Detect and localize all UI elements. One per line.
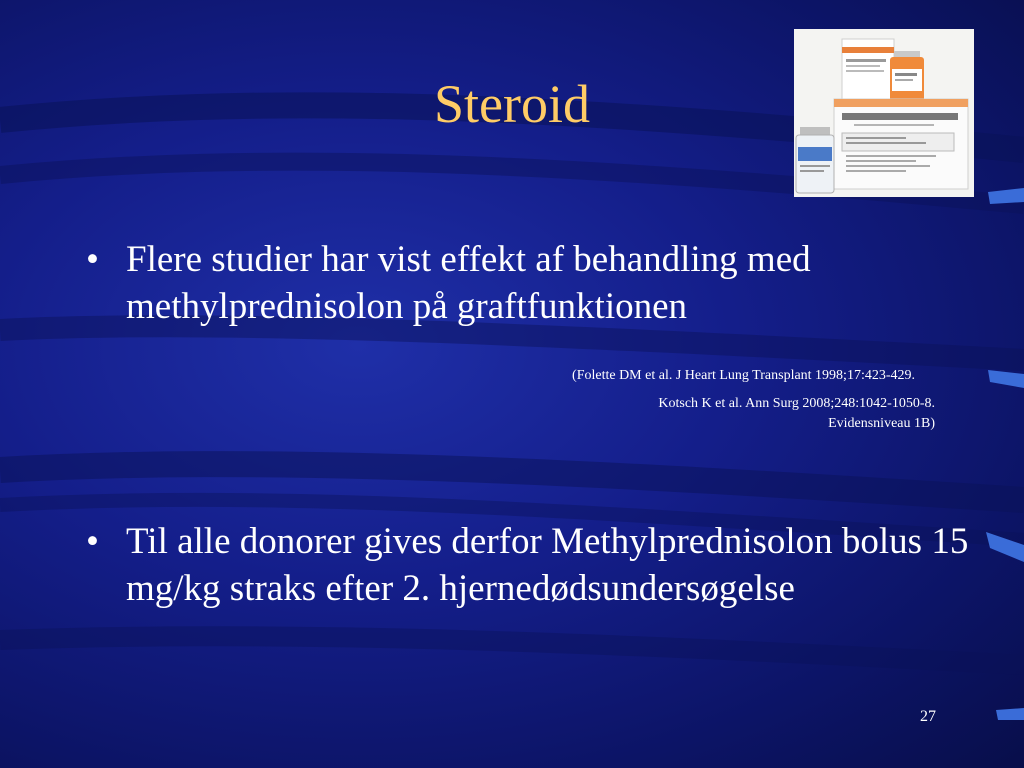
bullet-marker: • [86, 521, 99, 562]
medication-boxes-image [794, 29, 974, 197]
reference-line: (Folette DM et al. J Heart Lung Transplant 1998;17:423-429. [572, 368, 915, 383]
bullet-text: Til alle donorer gives derfor Methylprednisolon bolus 15 mg/kg straks efter 2. hjernedødsundersøgelse [126, 521, 969, 609]
bullet-marker: • [86, 239, 99, 280]
reference-line: Kotsch K et al. Ann Surg 2008;248:1042-1050-8. [658, 396, 935, 411]
reference-line: Evidensniveau 1B) [828, 416, 935, 431]
slide-title: Steroid [434, 74, 590, 134]
medication-product-photo [794, 29, 974, 197]
page-number: 27 [920, 708, 936, 725]
bullet-text: Flere studier har vist effekt af behandling med methylprednisolon på graftfunktionen [126, 239, 811, 327]
